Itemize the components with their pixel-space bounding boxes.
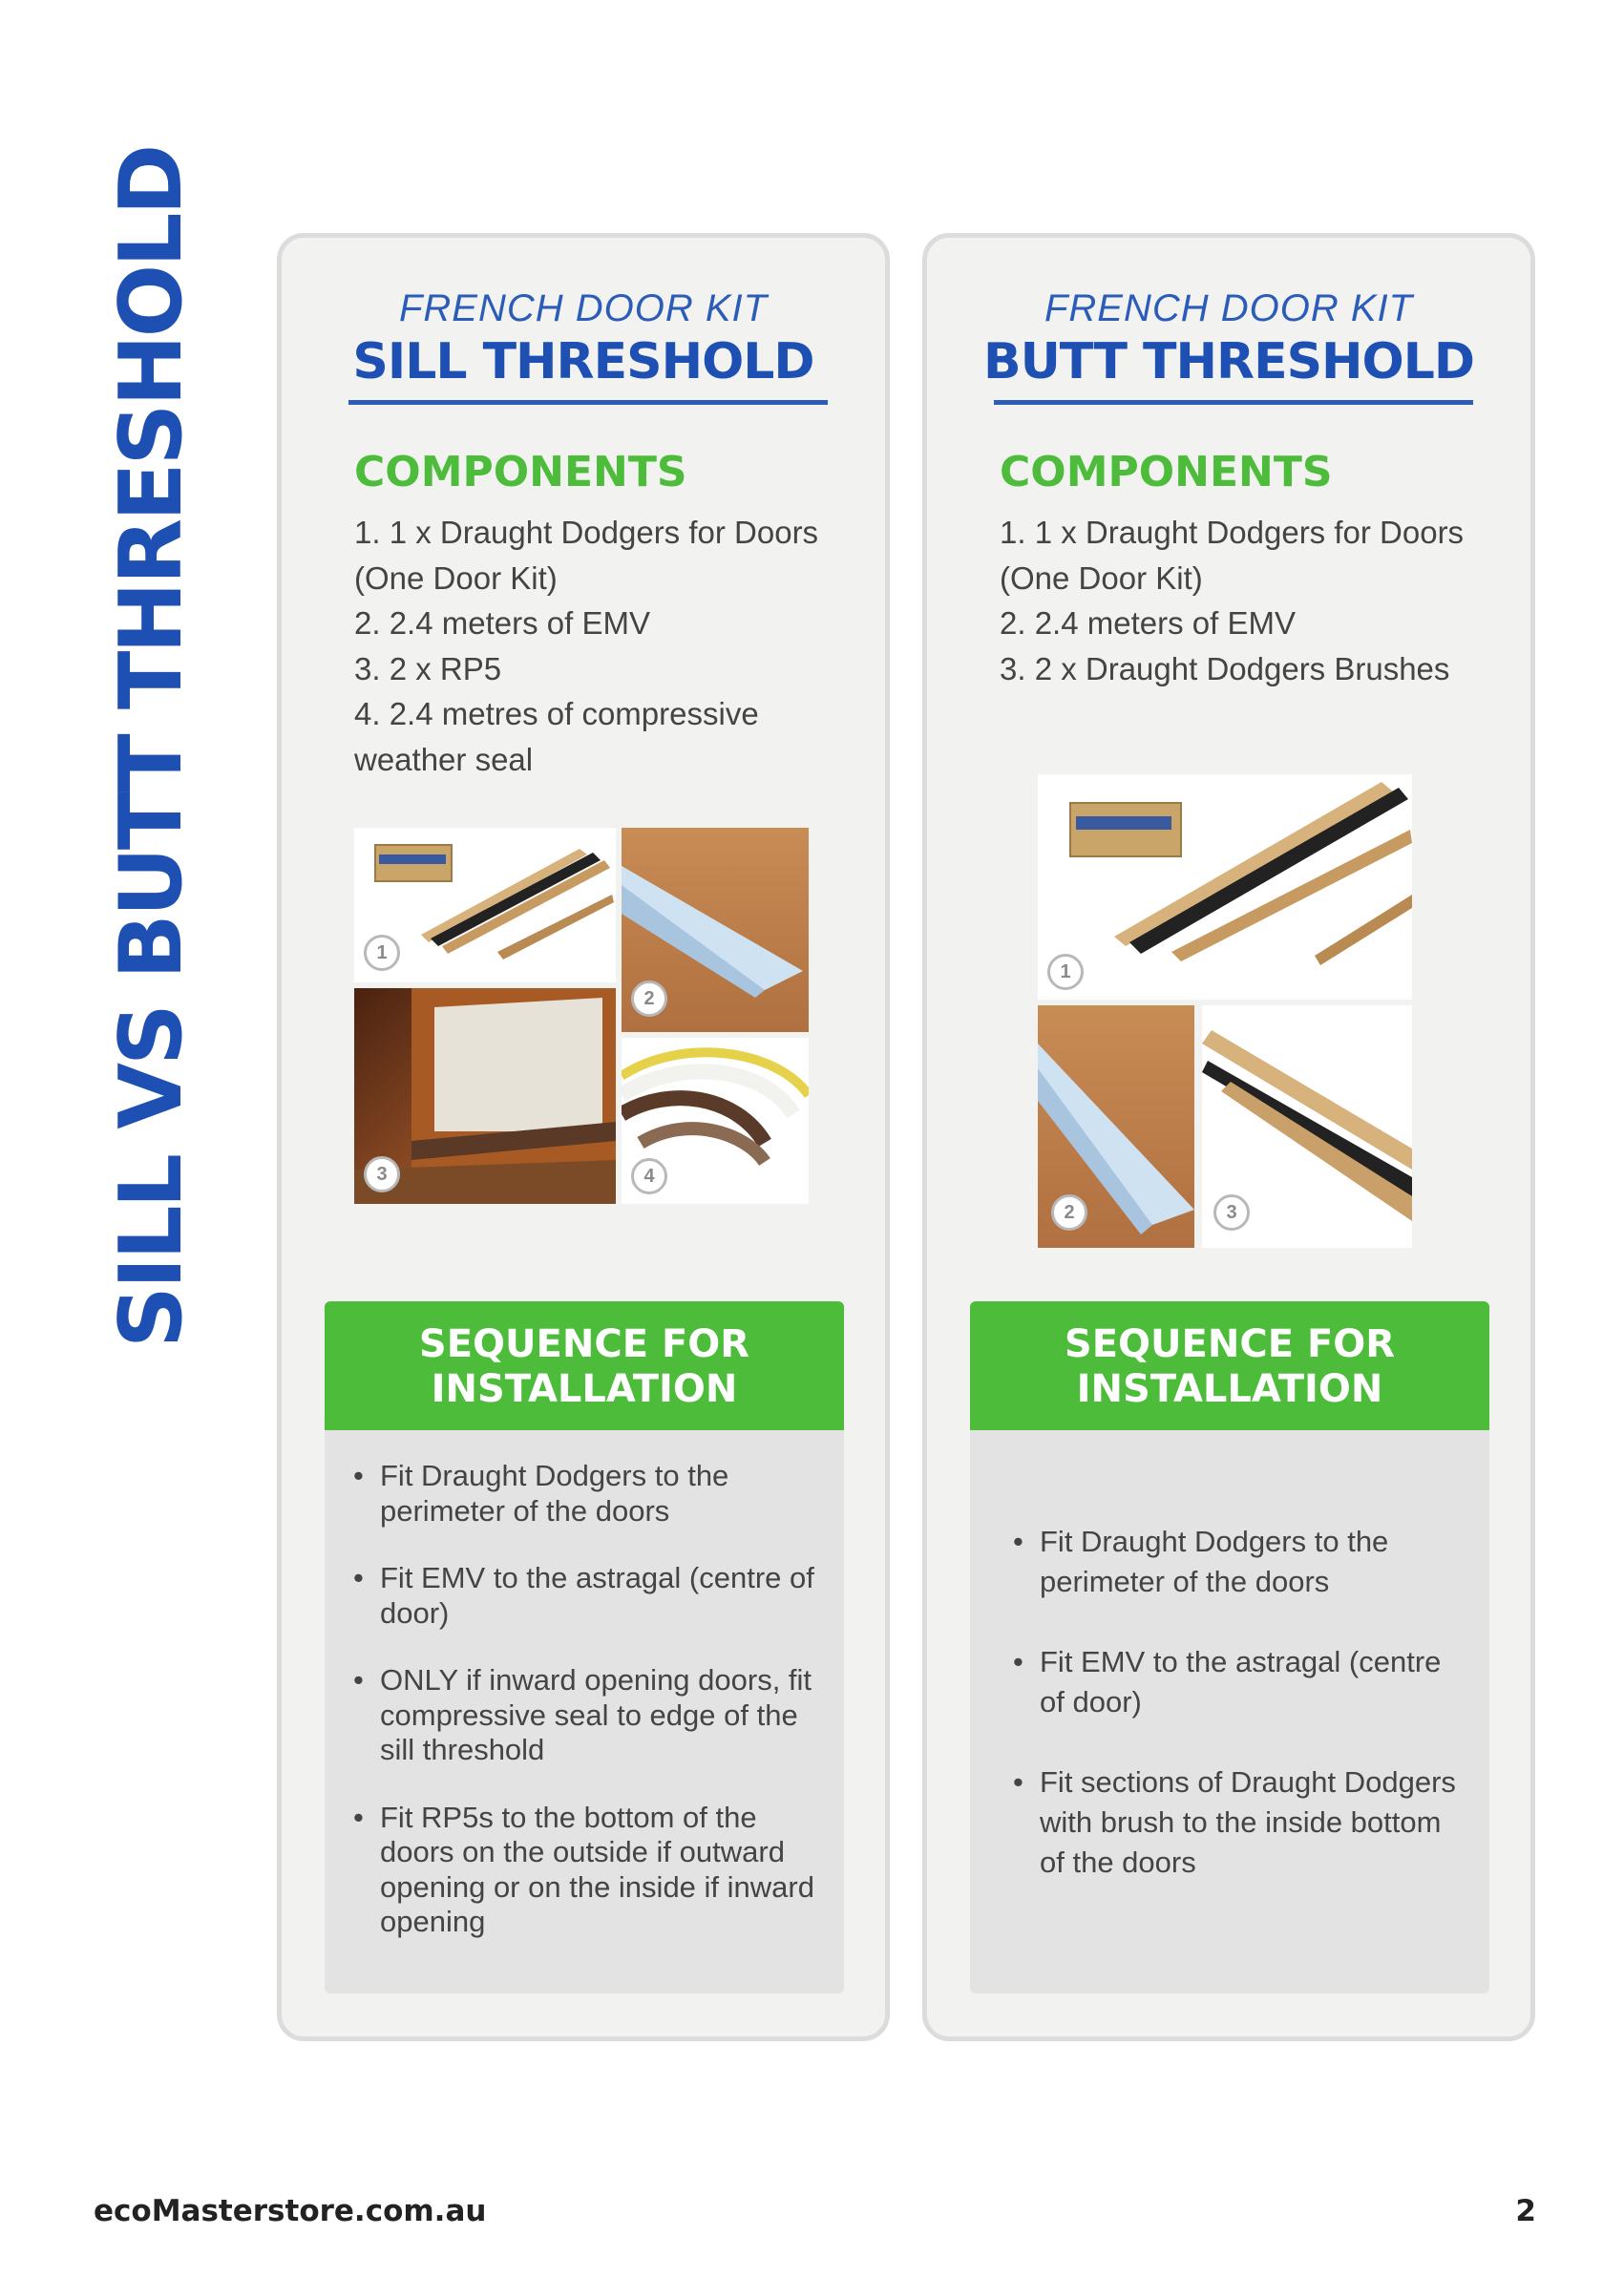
sequence-heading [325,1301,844,1430]
component-line: 3. 2 x Draught Dodgers Brushes [1000,650,1450,686]
component-line: (One Door Kit) [1000,559,1203,596]
title-divider [348,400,828,405]
draught-dodgers-photo [354,828,616,982]
side-title: SILL VS BUTT THRESHOLD [101,146,201,1348]
kit-title: SILL THRESHOLD [352,333,814,390]
kit-subtitle: FRENCH DOOR KIT [1044,287,1414,329]
kit-title: BUTT THRESHOLD [982,333,1475,390]
sequence-heading [970,1301,1489,1430]
compressive-seal-photo [622,1038,809,1204]
sequence-heading-line: SEQUENCE FOR [1064,1322,1396,1366]
image-number-badge: 1 [364,935,400,971]
components-list [1000,510,1496,691]
image-number-badge: 1 [1047,954,1084,990]
sequence-steps-panel [325,1430,844,1993]
draught-dodgers-photo [1038,774,1412,1000]
installation-step: • Fit EMV to the astragal (centre of door) [353,1561,821,1631]
sequence-heading-line: SEQUENCE FOR [418,1322,750,1366]
title-divider [994,400,1473,405]
installation-step: • Fit Draught Dodgers to the perimeter of the doors [1013,1522,1471,1602]
image-number-badge: 3 [364,1156,400,1192]
sequence-heading-line: INSTALLATION [431,1367,738,1411]
sequence-heading-line: INSTALLATION [1076,1367,1383,1411]
component-line: 1. 1 x Draught Dodgers for Doors [1000,515,1465,550]
installation-step: • ONLY if inward opening doors, fit compressive seal to edge of the sill threshold [353,1663,821,1768]
image-number-badge: 3 [1213,1194,1250,1231]
image-number-badge: 4 [631,1158,667,1194]
sequence-steps-panel [970,1430,1489,1993]
image-number-badge: 2 [1051,1194,1087,1231]
footer-website[interactable]: ecoMasterstore.com.au [94,2194,487,2228]
installation-steps-list [353,1459,821,1972]
emv-photo [622,828,809,1032]
installation-step: • Fit RP5s to the bottom of the doors on the outside if outward opening or on the inside if inward opening [353,1801,821,1940]
component-line: 3. 2 x RP5 [354,650,502,686]
component-line: (One Door Kit) [354,559,558,596]
rp5-door-photo [354,988,616,1204]
component-line: 1. 1 x Draught Dodgers for Doors [354,515,819,550]
kit-subtitle: FRENCH DOOR KIT [398,287,769,329]
components-list [354,510,851,782]
sill-threshold-card [277,233,890,2041]
component-line: 2. 2.4 meters of EMV [1000,605,1296,641]
emv-photo [1038,1005,1194,1248]
brush-seal-photo [1202,1005,1412,1248]
butt-threshold-card [922,233,1535,2041]
page-number: 2 [1515,2194,1536,2228]
installation-step: • Fit EMV to the astragal (centre of door) [1013,1642,1471,1722]
components-heading: COMPONENTS [1000,448,1333,496]
installation-steps-list [1013,1522,1471,1923]
component-line: weather seal [354,741,534,777]
image-number-badge: 2 [631,981,667,1017]
component-line: 4. 2.4 metres of compressive [354,696,759,731]
installation-step: • Fit Draught Dodgers to the perimeter of the doors [353,1459,821,1529]
components-heading: COMPONENTS [354,448,687,496]
installation-step: • Fit sections of Draught Dodgers with brush to the inside bottom of the doors [1013,1762,1471,1883]
component-line: 2. 2.4 meters of EMV [354,605,650,641]
